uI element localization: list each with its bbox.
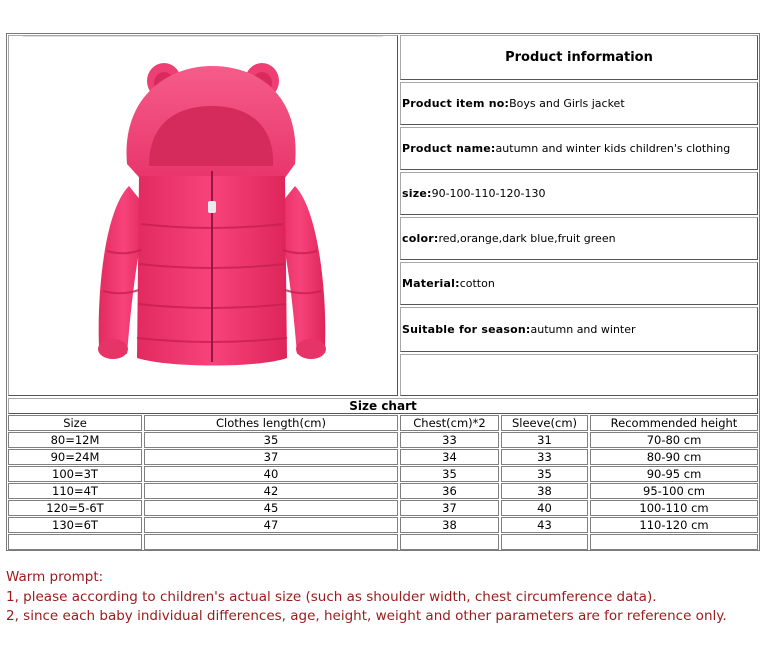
cell-recommended-height: 100-110 cm <box>590 500 758 516</box>
size-value: 90-100-110-120-130 <box>431 187 546 200</box>
product-item-no-row <box>400 82 758 125</box>
cell-clothes-length <box>144 534 398 550</box>
material-value: cotton <box>459 277 495 290</box>
color-value: red,orange,dark blue,fruit green <box>438 232 616 245</box>
product-item-no-label: Product item no: <box>402 97 510 110</box>
cell-size: 80=12M <box>8 432 142 448</box>
cell-clothes-length: 40 <box>144 466 398 482</box>
cell-recommended-height: 95-100 cm <box>590 483 758 499</box>
material-label: Material: <box>402 277 460 290</box>
season-value: autumn and winter <box>530 323 636 336</box>
cell-clothes-length: 45 <box>144 500 398 516</box>
cell-size: 100=3T <box>8 466 142 482</box>
product-photo <box>8 35 398 396</box>
cell-size <box>8 534 142 550</box>
cell-recommended-height <box>590 534 758 550</box>
cell-size: 90=24M <box>8 449 142 465</box>
material-row <box>400 262 758 305</box>
size-label: size: <box>402 187 432 200</box>
product-item-no-value: Boys and Girls jacket <box>509 97 625 110</box>
empty-info-row <box>400 354 758 396</box>
cell-clothes-length: 47 <box>144 517 398 533</box>
product-name-row <box>400 127 758 170</box>
header-sleeve: Sleeve(cm) <box>501 415 588 431</box>
cell-size: 110=4T <box>8 483 142 499</box>
cell-chest: 35 <box>400 466 499 482</box>
cell-chest: 34 <box>400 449 499 465</box>
warm-prompt-title: Warm prompt: <box>6 569 104 585</box>
cell-sleeve: 43 <box>501 517 588 533</box>
cell-chest: 38 <box>400 517 499 533</box>
season-label: Suitable for season: <box>402 323 531 336</box>
cell-sleeve: 33 <box>501 449 588 465</box>
cell-sleeve: 40 <box>501 500 588 516</box>
header-size: Size <box>8 415 142 431</box>
cell-recommended-height: 80-90 cm <box>590 449 758 465</box>
cell-sleeve <box>501 534 588 550</box>
cell-recommended-height: 90-95 cm <box>590 466 758 482</box>
cell-sleeve: 31 <box>501 432 588 448</box>
header-chest: Chest(cm)*2 <box>400 415 499 431</box>
cell-chest <box>400 534 499 550</box>
pink-hooded-jacket-image <box>9 36 399 397</box>
warm-prompt-line-1: 1, please according to children's actual size (such as shoulder width, chest circumference data). <box>6 588 657 605</box>
size-chart-title: Size chart <box>8 398 758 414</box>
header-recommended-height: Recommended height <box>590 415 758 431</box>
cell-recommended-height: 70-80 cm <box>590 432 758 448</box>
cell-chest: 37 <box>400 500 499 516</box>
cell-sleeve: 35 <box>501 466 588 482</box>
product-name-label: Product name: <box>402 142 496 155</box>
cell-recommended-height: 110-120 cm <box>590 517 758 533</box>
warm-prompt-line-2: 2, since each baby individual differences, age, height, weight and other parameters are for reference only. <box>6 608 727 624</box>
color-row <box>400 217 758 260</box>
product-information-heading: Product information <box>400 35 758 80</box>
season-row <box>400 307 758 352</box>
cell-clothes-length: 42 <box>144 483 398 499</box>
cell-size: 120=5-6T <box>8 500 142 516</box>
size-row <box>400 172 758 215</box>
cell-chest: 33 <box>400 432 499 448</box>
product-name-value: autumn and winter kids children's clothing <box>495 142 731 155</box>
cell-clothes-length: 37 <box>144 449 398 465</box>
cell-size: 130=6T <box>8 517 142 533</box>
warm-prompt-notes <box>6 568 727 627</box>
cell-chest: 36 <box>400 483 499 499</box>
cell-sleeve: 38 <box>501 483 588 499</box>
header-clothes-length: Clothes length(cm) <box>144 415 398 431</box>
cell-clothes-length: 35 <box>144 432 398 448</box>
color-label: color: <box>402 232 439 245</box>
